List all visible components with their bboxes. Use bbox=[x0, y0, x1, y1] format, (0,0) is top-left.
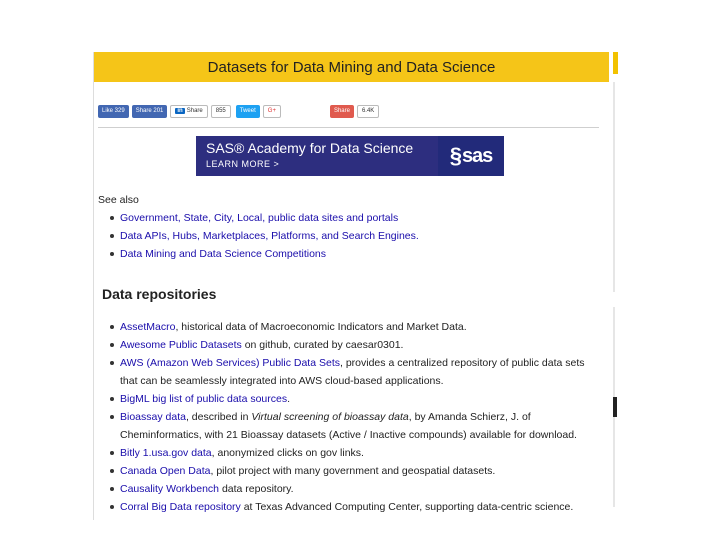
data-repositories-heading: Data repositories bbox=[102, 286, 217, 302]
list-item bbox=[98, 390, 603, 408]
edge-dark-block bbox=[613, 397, 617, 417]
see-also-link[interactable]: Government, State, City, Local, public data sites and portals bbox=[120, 212, 399, 224]
repo-description: on github, curated by caesar0301. bbox=[241, 339, 404, 351]
edge-accent bbox=[613, 52, 618, 74]
ad-learn-more-link[interactable]: LEARN MORE > bbox=[206, 159, 280, 169]
paper-title: Virtual screening of bioassay data bbox=[251, 411, 409, 423]
repo-link[interactable]: Bioassay data bbox=[120, 411, 186, 423]
repo-description: , historical data of Macroeconomic Indicators and Market Data. bbox=[175, 321, 467, 333]
share-all-button[interactable]: Share bbox=[330, 105, 354, 118]
repo-description: . bbox=[287, 393, 291, 405]
see-also-link[interactable]: Data Mining and Data Science Competitions bbox=[120, 248, 327, 260]
list-item bbox=[98, 498, 603, 516]
adjacent-window-edge bbox=[613, 52, 619, 520]
repo-description: , provides a centralized repository of public data sets that can be seamlessly integrated into AWS cloud-based applications. bbox=[120, 357, 585, 387]
list-item bbox=[98, 354, 603, 390]
sas-logo-text: sas bbox=[461, 144, 493, 167]
repo-description: , described in bbox=[185, 411, 252, 423]
ad-title: SAS® Academy for Data Science bbox=[206, 140, 414, 156]
divider bbox=[98, 127, 599, 128]
tweet-button[interactable]: Tweet bbox=[236, 105, 260, 118]
sas-logo bbox=[438, 136, 504, 176]
title-banner bbox=[94, 52, 609, 82]
repo-link[interactable]: BigML big list of public data sources bbox=[120, 393, 288, 405]
facebook-like-button[interactable]: Like 329 bbox=[98, 105, 129, 118]
list-item bbox=[98, 336, 603, 354]
sas-s-icon: § bbox=[449, 143, 461, 168]
share-all-count: 6.4K bbox=[357, 105, 379, 118]
google-plus-button[interactable]: G+ bbox=[263, 105, 281, 118]
list-item bbox=[98, 480, 603, 498]
share-toolbar bbox=[98, 104, 384, 118]
list-item bbox=[98, 318, 603, 336]
repo-description-continued: , by Amanda Schierz, J. of Cheminformatics, with 21 Bioassay datasets (Active / Inactive compounds) available for download. bbox=[120, 411, 577, 441]
repo-description: , anonymized clicks on gov links. bbox=[211, 447, 364, 459]
repo-link[interactable]: Canada Open Data bbox=[120, 465, 211, 477]
linkedin-share-label: Share bbox=[186, 108, 203, 114]
list-item bbox=[98, 408, 603, 444]
repo-link[interactable]: AWS (Amazon Web Services) Public Data Sets bbox=[120, 357, 340, 369]
facebook-share-button[interactable]: Share 201 bbox=[132, 105, 168, 118]
list-item bbox=[98, 462, 603, 480]
repo-description: data repository. bbox=[219, 483, 294, 495]
see-also-heading: See also bbox=[98, 194, 139, 206]
page-frame bbox=[93, 52, 609, 520]
repo-link[interactable]: Bitly 1.usa.gov data bbox=[120, 447, 212, 459]
edge-line bbox=[613, 82, 615, 292]
repo-link[interactable]: Corral Big Data repository bbox=[120, 501, 241, 513]
linkedin-share-button[interactable] bbox=[170, 105, 207, 118]
list-item bbox=[98, 444, 603, 462]
page-title: Datasets for Data Mining and Data Science bbox=[207, 58, 496, 76]
see-also-list bbox=[98, 209, 419, 263]
repo-link[interactable]: Awesome Public Datasets bbox=[120, 339, 242, 351]
repo-link[interactable]: AssetMacro bbox=[120, 321, 176, 333]
linkedin-icon: in bbox=[177, 108, 183, 114]
repo-description: , pilot project with many government and geospatial datasets. bbox=[210, 465, 496, 477]
repo-link[interactable]: Causality Workbench bbox=[120, 483, 220, 495]
list-item bbox=[98, 227, 419, 245]
list-item bbox=[98, 209, 419, 227]
data-repositories-list bbox=[98, 318, 603, 516]
linkedin-share-count: 855 bbox=[211, 105, 231, 118]
ad-banner[interactable] bbox=[196, 136, 504, 176]
list-item bbox=[98, 245, 419, 263]
see-also-link[interactable]: Data APIs, Hubs, Marketplaces, Platforms, and Search Engines. bbox=[120, 230, 419, 242]
repo-description: at Texas Advanced Computing Center, supporting data-centric science. bbox=[240, 501, 574, 513]
